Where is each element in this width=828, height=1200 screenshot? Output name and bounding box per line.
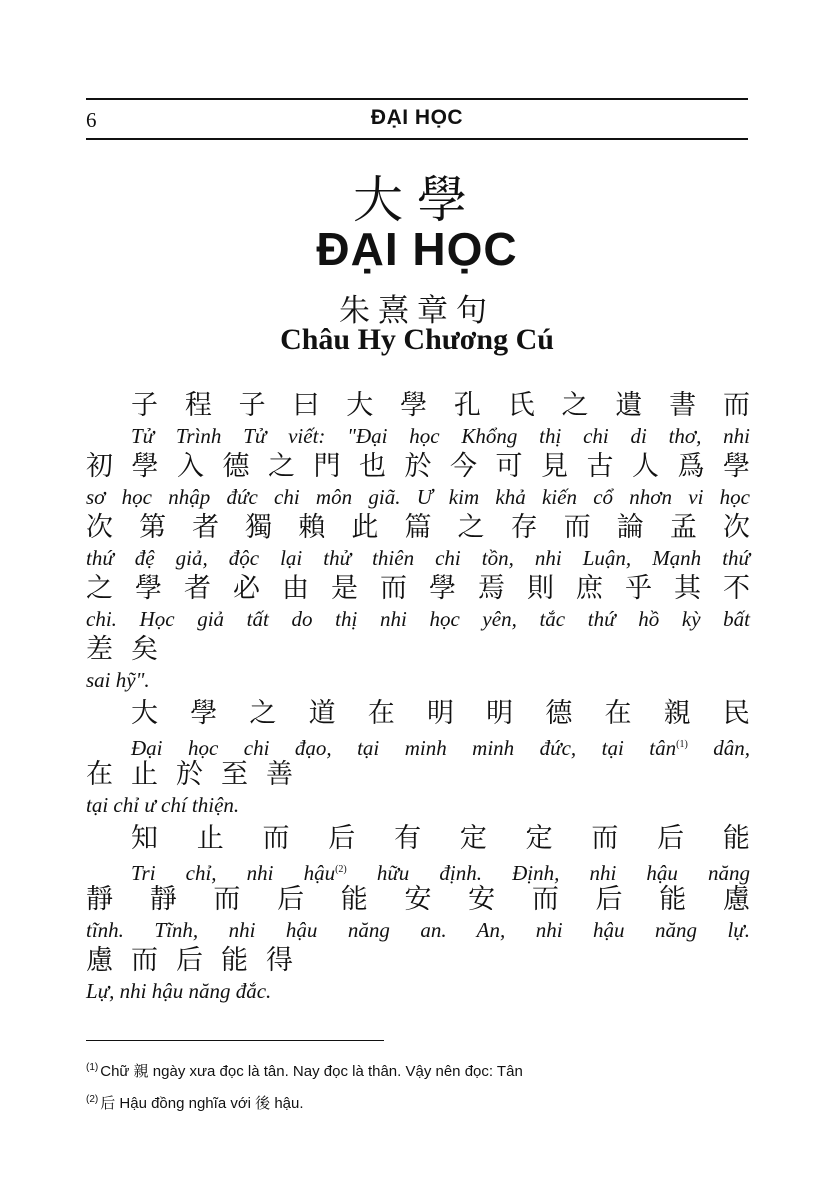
footnotes: [86, 1054, 746, 1118]
cjk-char: 學: [400, 390, 428, 421]
cjk-char: 程: [184, 390, 212, 421]
cjk-line: [86, 451, 750, 483]
cjk-line: [86, 573, 750, 605]
cjk-char: 慮: [86, 945, 113, 976]
cjk-char: 大: [131, 698, 158, 729]
footnote-mark: (2): [86, 1094, 99, 1105]
cjk-char: 由: [282, 573, 309, 604]
cjk-char: 存: [510, 512, 538, 543]
cjk-char: 之: [268, 451, 295, 482]
cjk-char: 次: [722, 512, 750, 543]
cjk-char: 子: [131, 390, 158, 421]
cjk-char: 也: [359, 451, 386, 482]
cjk-char: 入: [177, 451, 204, 482]
cjk-char: 孔: [453, 390, 481, 421]
cjk-char: 孟: [669, 512, 697, 543]
cjk-char: 后: [277, 884, 305, 915]
cjk-char: 善: [266, 759, 293, 790]
cjk-char: 定: [525, 823, 553, 854]
transliteration-text: sai hỹ".: [86, 668, 150, 692]
transliteration-line: [86, 666, 750, 695]
cjk-char: 明: [486, 698, 514, 729]
cjk-char: 則: [527, 573, 554, 604]
main-title: ĐẠI HỌC: [316, 223, 518, 275]
cjk-char: 不: [723, 573, 750, 604]
cjk-char: 后: [328, 823, 356, 854]
transliteration-text: Đại học chi đạo, tại minh minh đức, tại tân: [131, 736, 677, 760]
transliteration-line: [86, 483, 750, 512]
cjk-char: 獨: [245, 512, 273, 543]
cjk-char: 后: [176, 945, 203, 976]
cjk-char: 子: [238, 390, 266, 421]
cjk-char: 后: [657, 823, 685, 854]
transliteration-line: [86, 730, 750, 759]
text-body: [86, 390, 750, 1006]
cjk-char: 而: [213, 884, 241, 915]
cjk-char: 德: [545, 698, 573, 729]
cjk-char: 初: [86, 451, 113, 482]
cjk-char: 之: [457, 512, 485, 543]
cjk-line: [86, 698, 750, 730]
cjk-char: 是: [331, 573, 358, 604]
cjk-char: 慮: [722, 884, 750, 915]
cjk-char: 門: [313, 451, 341, 482]
footnote: [86, 1054, 746, 1086]
transliteration-text: Tử Trình Tử viết: "Đại học Khổng thị chi di thơ, nhi: [131, 424, 750, 448]
cjk-char: 而: [262, 823, 290, 854]
cjk-char: 此: [351, 512, 379, 543]
cjk-char: 而: [131, 945, 158, 976]
cjk-char: 可: [495, 451, 523, 482]
cjk-char: 學: [131, 451, 159, 482]
transliteration-line: [86, 916, 750, 945]
transliteration-text: chi. Học giả tất do thị nhi học yên, tắc thứ hồ kỳ bất: [86, 607, 750, 631]
transliteration-text: tại chỉ ư chí thiện.: [86, 793, 240, 817]
cjk-char: 第: [139, 512, 167, 543]
cjk-char: 而: [591, 823, 619, 854]
transliteration-text: Lự, nhi hậu năng đắc.: [86, 979, 272, 1003]
cjk-line: [86, 759, 750, 791]
cjk-char: 能: [340, 884, 368, 915]
transliteration-text: hữu định. Định, nhi hậu năng: [346, 861, 750, 885]
cjk-char: 知: [131, 823, 158, 854]
cjk-char: 者: [192, 512, 220, 543]
cjk-char: 賴: [298, 512, 326, 543]
cjk-char: 之: [561, 390, 589, 421]
cjk-line: [86, 884, 750, 916]
cjk-char: 明: [426, 698, 454, 729]
running-title: ĐẠI HỌC: [370, 106, 464, 129]
cjk-char: 定: [459, 823, 487, 854]
cjk-char: 矣: [131, 634, 158, 665]
cjk-line: [86, 512, 750, 544]
cjk-char: 安: [468, 884, 496, 915]
cjk-char: 有: [394, 823, 422, 854]
cjk-char: 必: [233, 573, 260, 604]
transliteration-text: tĩnh. Tĩnh, nhi hậu năng an. An, nhi hậu năng lự.: [86, 918, 750, 942]
cjk-char: 止: [196, 823, 224, 854]
subtitle: Châu Hy Chương Cú: [280, 323, 554, 356]
cjk-char: 學: [429, 573, 456, 604]
cjk-char: 后: [595, 884, 623, 915]
cjk-char: 德: [222, 451, 250, 482]
cjk-char: 民: [722, 698, 750, 729]
cjk-char: 得: [266, 945, 293, 976]
cjk-char: 止: [131, 759, 158, 790]
cjk-char: 而: [722, 390, 750, 421]
cjk-char: 學: [135, 573, 162, 604]
cjk-char: 學: [723, 451, 750, 482]
transliteration-line: [86, 605, 750, 634]
cjk-char: 而: [531, 884, 559, 915]
cjk-line: [86, 390, 750, 422]
footnote-text: 后 Hậu đồng nghĩa với 後 hậu.: [100, 1095, 304, 1112]
cjk-char: 乎: [625, 573, 652, 604]
cjk-char: 今: [450, 451, 477, 482]
transliteration-text: thứ đệ giả, độc lại thử thiên chi tồn, nhi Luận, Mạnh thứ: [86, 546, 750, 570]
cjk-char: 能: [722, 823, 750, 854]
transliteration-text: dân,: [687, 736, 750, 760]
cjk-char: 親: [663, 698, 691, 729]
cjk-char: 次: [86, 512, 113, 543]
page-number: 6: [86, 108, 97, 132]
transliteration-line: [86, 855, 750, 884]
footnote-divider: [86, 1040, 384, 1041]
cjk-char: 能: [659, 884, 687, 915]
cjk-char: 能: [221, 945, 248, 976]
cjk-char: 靜: [149, 884, 177, 915]
footnote-reference: (2): [335, 864, 347, 875]
cjk-char: 爲: [677, 451, 705, 482]
cjk-line: [86, 823, 750, 855]
footnote-text: Chữ 親 ngày xưa đọc là tân. Nay đọc là thân. Vậy nên đọc: Tân: [100, 1063, 523, 1080]
cjk-char: 論: [616, 512, 644, 543]
transliteration-line: [86, 791, 750, 820]
page-header: [86, 98, 748, 140]
cjk-char: 之: [249, 698, 277, 729]
cjk-char: 書: [669, 390, 697, 421]
cjk-char: 在: [367, 698, 395, 729]
cjk-title: 大學: [353, 171, 481, 229]
transliteration-text: Tri chỉ, nhi hậu: [131, 861, 336, 885]
cjk-char: 於: [176, 759, 203, 790]
cjk-char: 於: [404, 451, 432, 482]
cjk-char: 至: [221, 759, 248, 790]
cjk-char: 庶: [576, 573, 603, 604]
cjk-char: 而: [380, 573, 407, 604]
cjk-char: 之: [86, 573, 113, 604]
cjk-char: 氏: [507, 390, 535, 421]
cjk-char: 差: [86, 634, 113, 665]
cjk-char: 在: [86, 759, 113, 790]
cjk-subtitle: 朱熹章句: [339, 293, 495, 329]
cjk-char: 篇: [404, 512, 432, 543]
cjk-char: 古: [586, 451, 614, 482]
cjk-char: 遺: [615, 390, 643, 421]
cjk-char: 靜: [86, 884, 113, 915]
cjk-char: 見: [541, 451, 568, 482]
cjk-line: [86, 945, 750, 977]
cjk-char: 而: [563, 512, 591, 543]
cjk-char: 大: [346, 390, 374, 421]
cjk-char: 焉: [478, 573, 505, 604]
cjk-char: 人: [632, 451, 659, 482]
footnote: [86, 1086, 746, 1118]
cjk-char: 其: [674, 573, 701, 604]
footnote-mark: (1): [86, 1062, 99, 1073]
transliteration-line: [86, 422, 750, 451]
cjk-char: 者: [184, 573, 211, 604]
cjk-char: 安: [404, 884, 432, 915]
transliteration-line: [86, 977, 750, 1006]
footnote-reference: (1): [676, 739, 688, 750]
cjk-char: 學: [190, 698, 218, 729]
cjk-char: 道: [308, 698, 336, 729]
cjk-char: 在: [604, 698, 632, 729]
cjk-char: 曰: [292, 390, 320, 421]
transliteration-line: [86, 544, 750, 573]
cjk-line: [86, 634, 750, 666]
transliteration-text: sơ học nhập đức chi môn giã. Ư kim khả kiến cổ nhơn vi học: [86, 485, 750, 509]
